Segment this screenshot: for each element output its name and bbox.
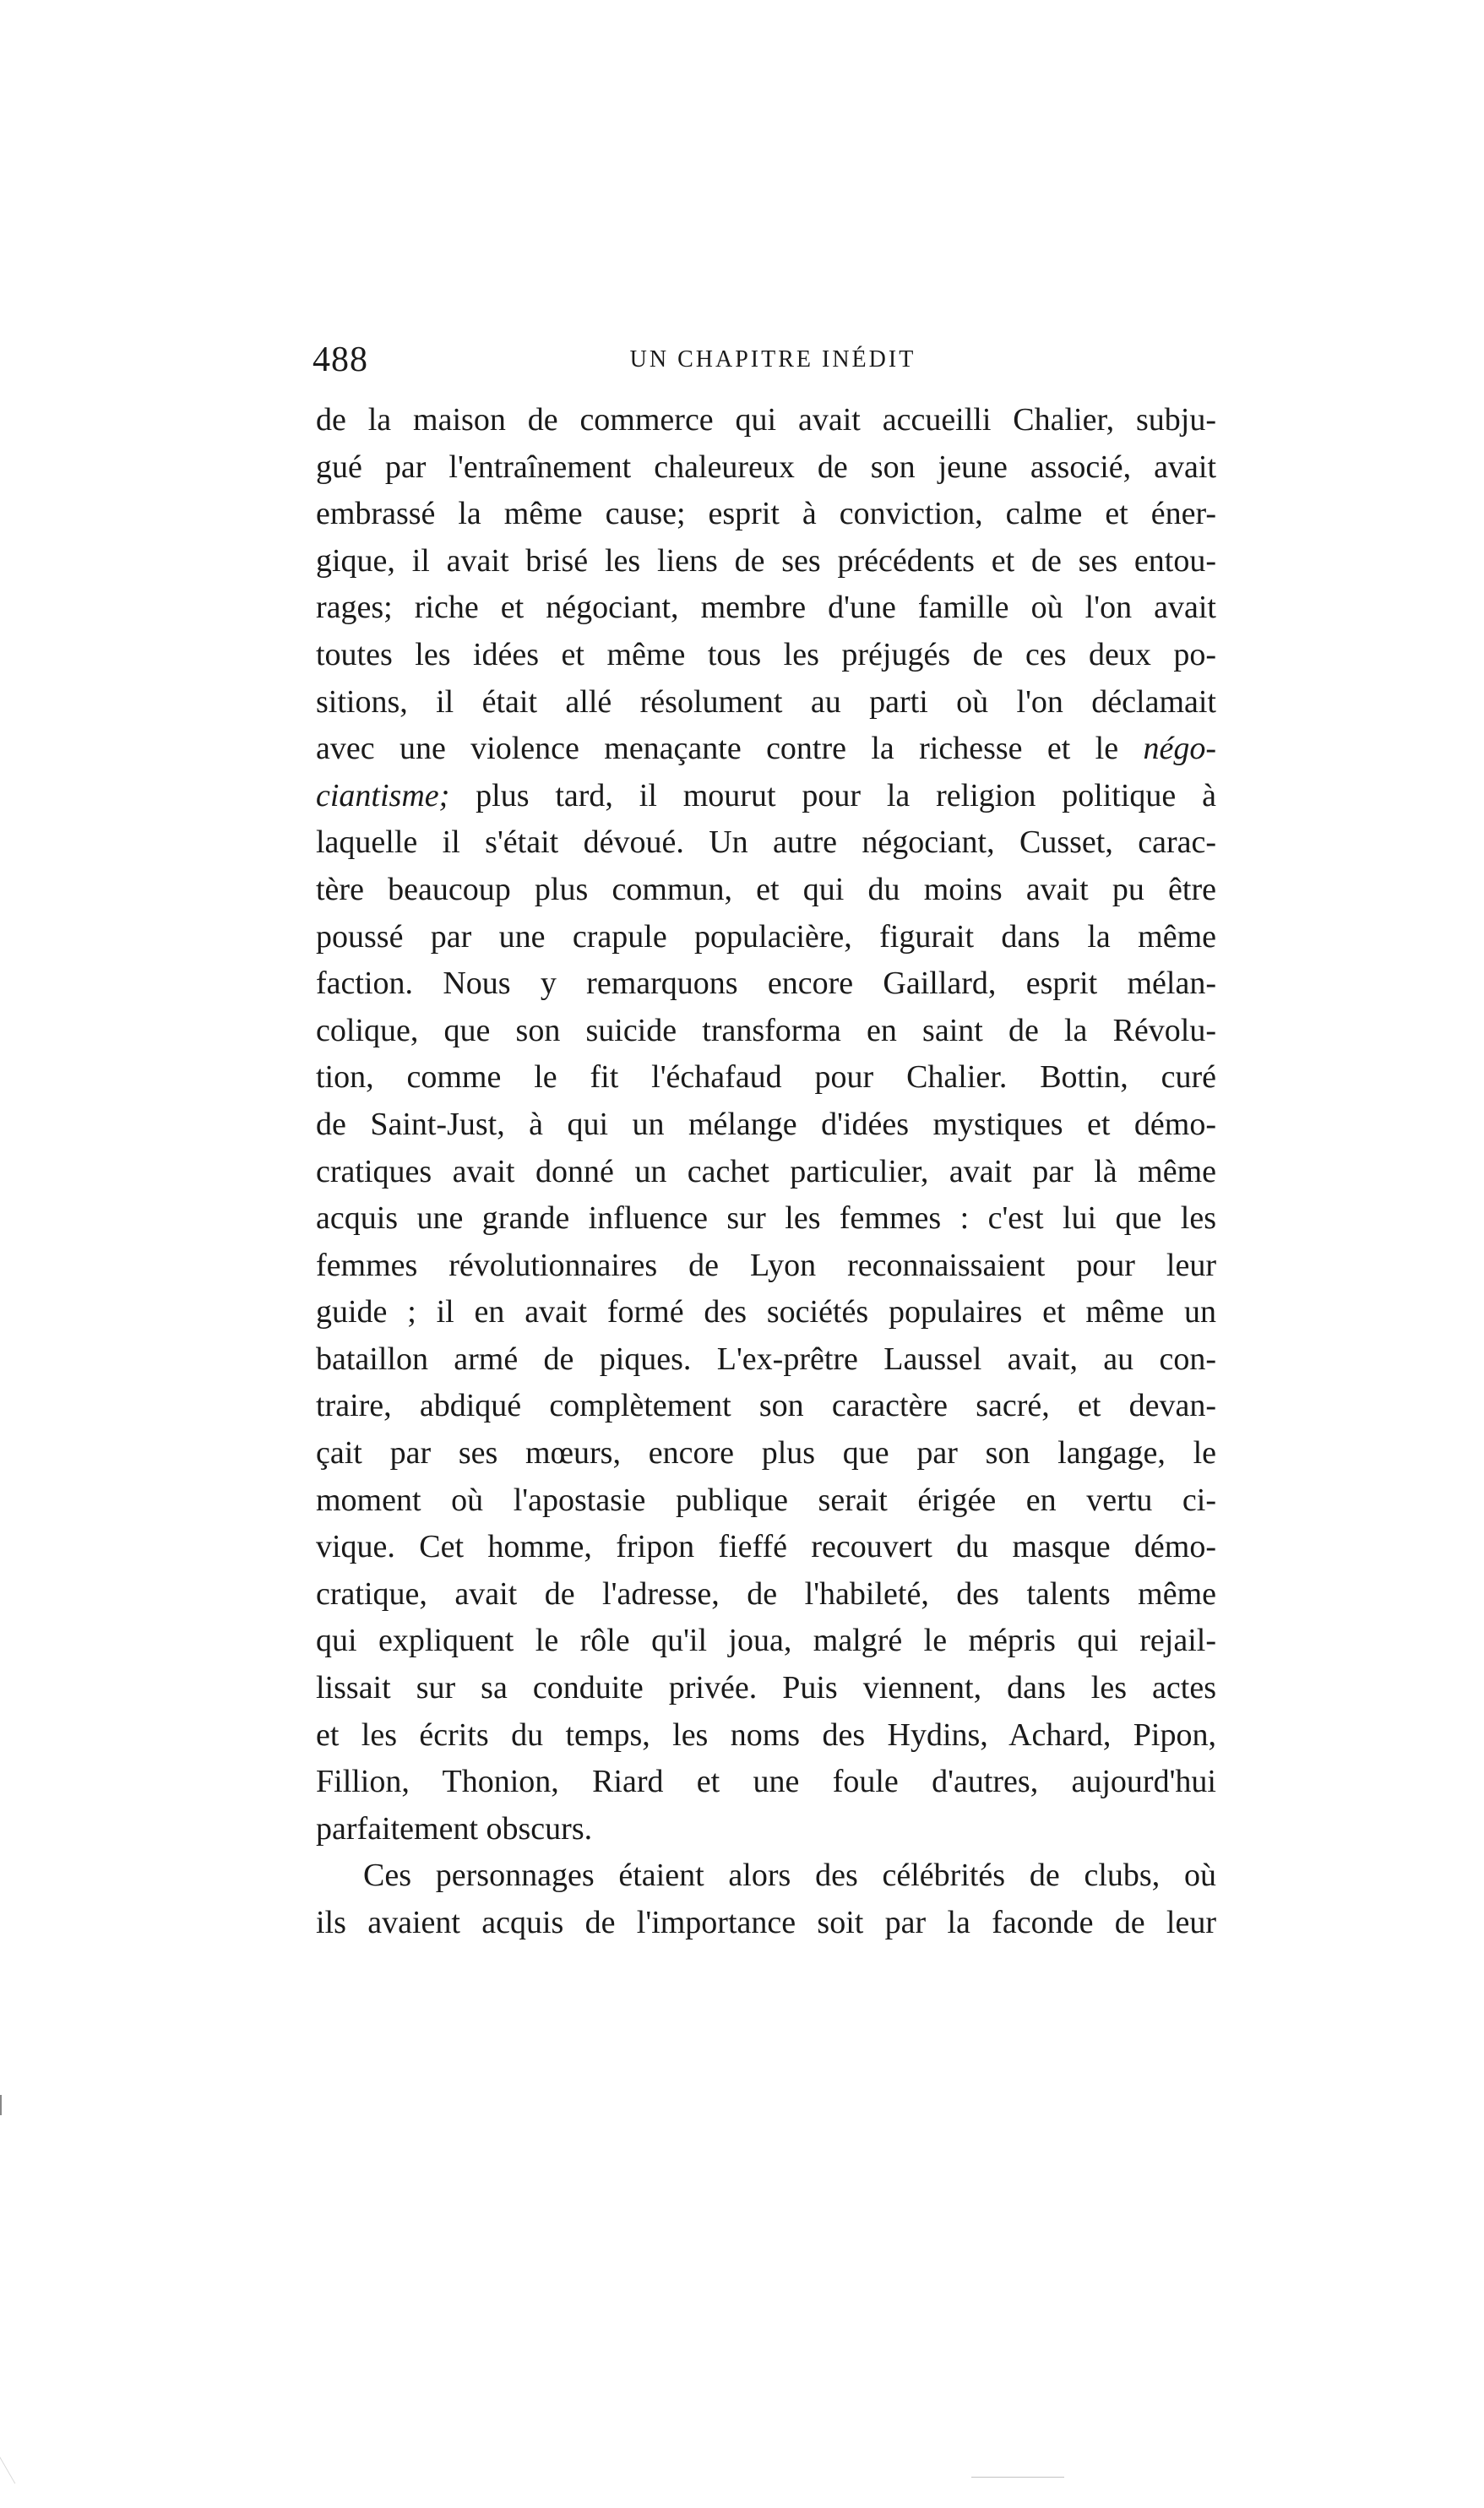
text-line: rages; riche et négociant, membre d'une famille où l'on avait: [316, 590, 1216, 626]
text-line-segment: plus tard, il mourut pour la religion politique à: [476, 777, 1216, 813]
text-line: Ces personnages étaient alors des célébrités de clubs, où: [363, 1858, 1216, 1894]
text-line: qui expliquent le rôle qu'il joua, malgré le mépris qui rejail-: [316, 1623, 1216, 1659]
text-line: Fillion, Thonion, Riard et une foule d'autres, aujourd'hui: [316, 1764, 1216, 1800]
text-line: gique, il avait brisé les liens de ses précédents et de ses entou-: [316, 542, 1216, 579]
text-line: parfaitement obscurs.: [316, 1810, 593, 1847]
text-line: vique. Cet homme, fripon fieffé recouvert du masque démo-: [316, 1529, 1216, 1565]
text-line: colique, que son suicide transforma en saint de la Révolu-: [316, 1012, 1216, 1048]
bottom-rule: [971, 2477, 1064, 2478]
text-line: et les écrits du temps, les noms des Hydins, Achard, Pipon,: [316, 1716, 1216, 1753]
text-line: poussé par une crapule populacière, figurait dans la même: [316, 918, 1216, 955]
text-line: guide ; il en avait formé des sociétés populaires et même un: [316, 1294, 1216, 1330]
text-line: [316, 726, 1216, 773]
text-line: lissait sur sa conduite privée. Puis viennent, dans les actes: [316, 1670, 1216, 1706]
text-line: çait par ses mœurs, encore plus que par son langage, le: [316, 1435, 1216, 1472]
text-line: gué par l'entraînement chaleureux de son jeune associé, avait: [316, 449, 1216, 485]
text-line: de la maison de commerce qui avait accueilli Chalier, subju-: [316, 402, 1216, 438]
text-line: cratique, avait de l'adresse, de l'habileté, des talents même: [316, 1575, 1216, 1612]
corner-scratch: [0, 2433, 57, 2484]
text-line: laquelle il s'était dévoué. Un autre négociant, Cusset, carac-: [316, 824, 1216, 861]
text-line: faction. Nous y remarquons encore Gaillard, esprit mélan-: [316, 966, 1216, 1002]
text-line: tion, comme le fit l'échafaud pour Chalier. Bottin, curé: [316, 1059, 1216, 1096]
text-line: acquis une grande influence sur les femmes : c'est lui que les: [316, 1200, 1216, 1237]
italic-word: ciantisme;: [316, 777, 450, 813]
running-title: UN CHAPITRE INÉDIT: [629, 346, 916, 373]
text-line: [316, 773, 1216, 820]
text-line: moment où l'apostasie publique serait érigée en vertu ci-: [316, 1482, 1216, 1518]
page-number: 488: [313, 340, 368, 379]
text-line: embrassé la même cause; esprit à conviction, calme et éner-: [316, 496, 1216, 532]
text-line: traire, abdiqué complètement son caractère sacré, et devan-: [316, 1388, 1216, 1424]
margin-mark: [0, 2095, 2, 2115]
text-line: toutes les idées et même tous les préjugés de ces deux po-: [316, 636, 1216, 672]
text-line: de Saint-Just, à qui un mélange d'idées mystiques et démo-: [316, 1106, 1216, 1142]
text-line: tère beaucoup plus commun, et qui du moins avait pu être: [316, 871, 1216, 907]
running-head: [313, 340, 1216, 390]
text-line: ils avaient acquis de l'importance soit par la faconde de leur: [316, 1905, 1216, 1940]
text-line: femmes révolutionnaires de Lyon reconnaissaient pour leur: [316, 1247, 1216, 1283]
text-line: sitions, il était allé résolument au parti où l'on déclamait: [316, 683, 1216, 720]
text-line: cratiques avait donné un cachet particulier, avait par là même: [316, 1153, 1216, 1189]
text-line: bataillon armé de piques. L'ex-prêtre Laussel avait, au con-: [316, 1341, 1216, 1377]
italic-word: négo-: [1143, 731, 1216, 767]
text-line-segment: avec une violence menaçante contre la richesse et le: [316, 731, 1119, 767]
body-text: [316, 397, 1216, 1947]
